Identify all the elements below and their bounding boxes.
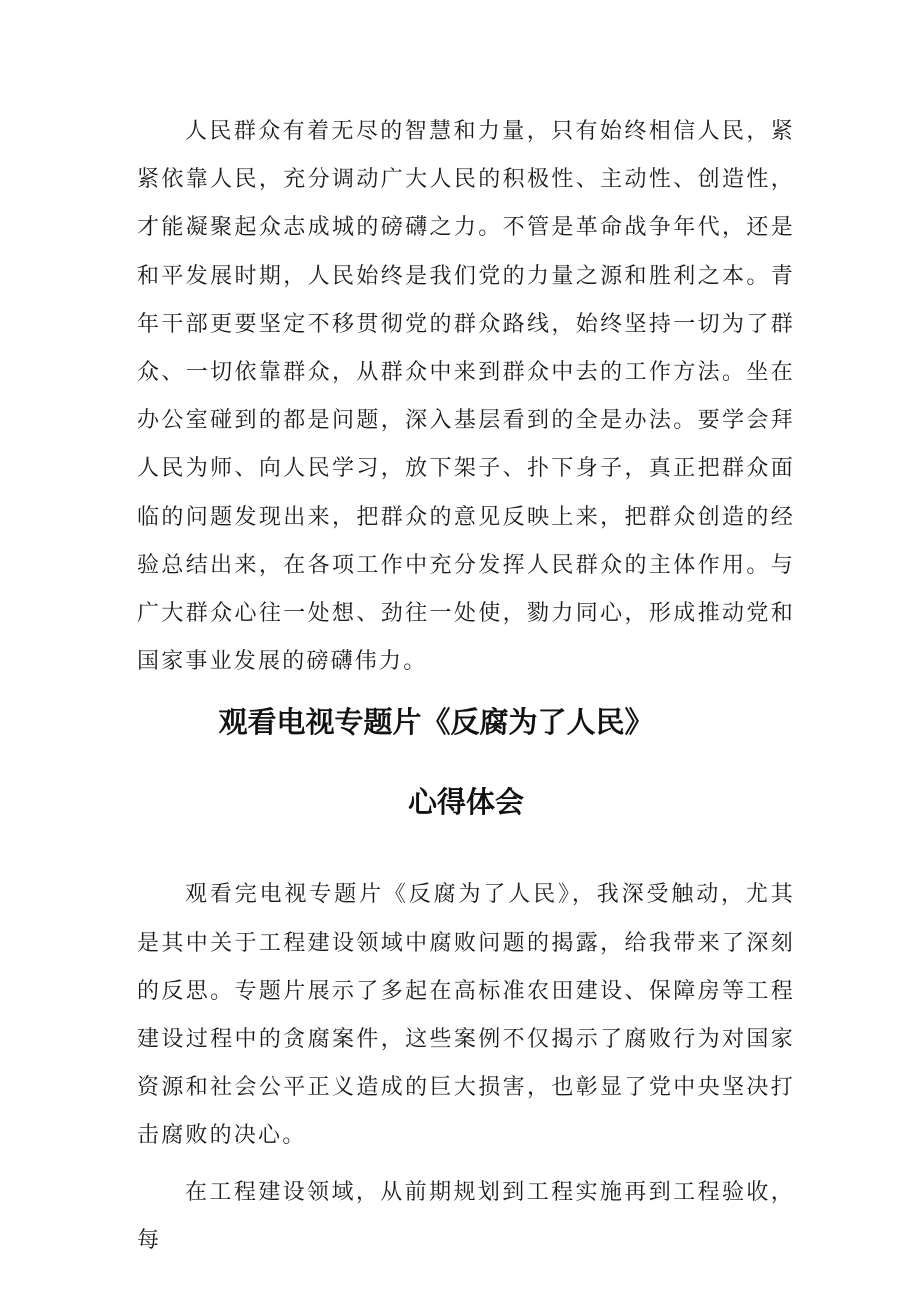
document-page [137, 108, 795, 1265]
body-paragraph: 在工程建设领域，从前期规划到工程实施再到工程验收，每 [137, 1179, 795, 1253]
body-paragraph: 人民群众有着无尽的智慧和力量，只有始终相信人民，紧紧依靠人民，充分调动广大人民的积极性、主动性、创造性，才能凝聚起众志成城的磅礴之力。不管是革命战争年代，还是和平发展时期，人民始终是我们党的力量之源和胜利之本。青年干部更要坚定不移贯彻党的群众路线，始终坚持一切为了群众、一切依靠群众，从群众中来到群众中去的工作方法。坐在办公室碰到的都是问题，深入基层看到的全是办法。要学会拜人民为师、向人民学习，放下架子、扑下身子，真正把群众面临的问题发现出来，把群众的意见反映上来，把群众创造的经验总结出来，在各项工作中充分发挥人民群众的主体作用。与广大群众心往一处想、劲往一处使，勠力同心，形成推动党和国家事业发展的磅礴伟力。 [137, 119, 795, 675]
document-subtitle: 心得体会 [407, 785, 524, 820]
body-paragraph: 观看完电视专题片《反腐为了人民》，我深受触动，尤其是其中关于工程建设领域中腐败问题的揭露，给我带来了深刻的反思。专题片展示了多起在高标准农田建设、保障房等工程建设过程中的贪腐案件，这些案例不仅揭示了腐败行为对国家资源和社会公平正义造成的巨大损害，也彰显了党中央坚决打击腐败的决心。 [137, 882, 795, 1149]
document-title: 观看电视专题片《反腐为了人民》 [218, 705, 654, 740]
